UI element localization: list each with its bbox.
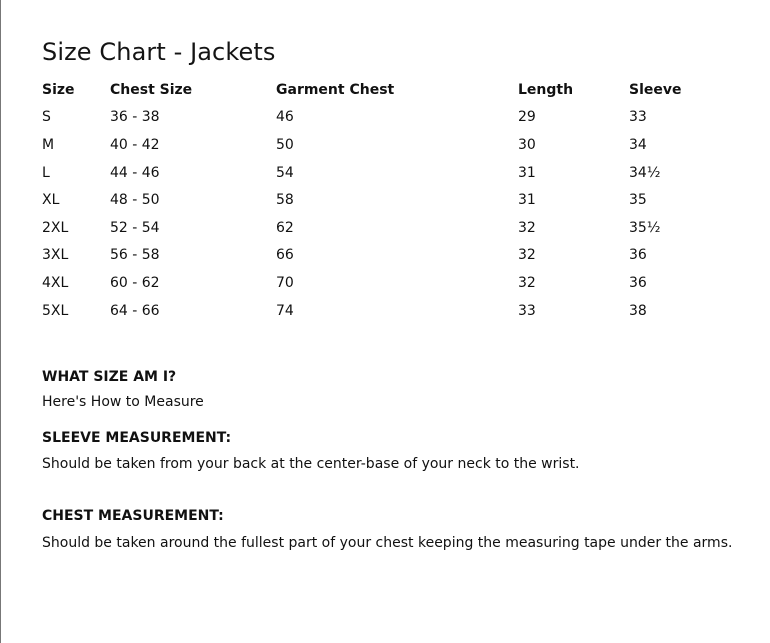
cell-garment-chest: 74 xyxy=(276,302,294,319)
cell-length: 31 xyxy=(518,164,536,181)
cell-length: 31 xyxy=(518,192,536,209)
cell-garment-chest: 50 xyxy=(276,136,294,153)
cell-sleeve: 36 xyxy=(629,274,647,291)
how-to-measure-text: Here's How to Measure xyxy=(42,394,204,410)
cell-garment-chest: 58 xyxy=(276,192,294,209)
table-row xyxy=(42,297,729,325)
cell-size: 4XL xyxy=(42,274,69,291)
chest-measurement-heading: CHEST MEASUREMENT: xyxy=(42,508,224,524)
cell-sleeve: 35 xyxy=(629,192,647,209)
cell-size: M xyxy=(42,136,55,153)
cell-sleeve: 34½ xyxy=(629,164,661,181)
cell-size: L xyxy=(42,164,50,181)
sleeve-measurement-text: Should be taken from your back at the center-base of your neck to the wrist. xyxy=(42,456,580,472)
measurement-guide xyxy=(42,366,732,555)
cell-sleeve: 38 xyxy=(629,302,647,319)
table-row xyxy=(42,131,729,159)
table-row xyxy=(42,104,729,132)
cell-sleeve: 34 xyxy=(629,136,647,153)
cell-size: XL xyxy=(42,192,60,209)
table-row xyxy=(42,269,729,297)
cell-length: 32 xyxy=(518,274,536,291)
cell-length: 30 xyxy=(518,136,536,153)
size-chart-table xyxy=(42,76,729,324)
cell-size: 3XL xyxy=(42,247,69,264)
header-garment-chest: Garment Chest xyxy=(276,81,395,98)
cell-size: S xyxy=(42,109,51,126)
table-row xyxy=(42,186,729,214)
cell-sleeve: 35½ xyxy=(629,219,661,236)
what-size-heading: WHAT SIZE AM I? xyxy=(42,369,177,385)
table-row xyxy=(42,242,729,270)
cell-sleeve: 36 xyxy=(629,247,647,264)
cell-sleeve: 33 xyxy=(629,109,647,126)
header-sleeve: Sleeve xyxy=(629,81,682,98)
cell-length: 33 xyxy=(518,302,536,319)
cell-chest-size: 44 - 46 xyxy=(110,164,160,181)
header-chest-size: Chest Size xyxy=(110,81,193,98)
cell-chest-size: 40 - 42 xyxy=(110,136,160,153)
cell-garment-chest: 66 xyxy=(276,247,294,264)
header-size: Size xyxy=(42,81,75,98)
sleeve-measurement-heading: SLEEVE MEASUREMENT: xyxy=(42,430,232,446)
cell-garment-chest: 62 xyxy=(276,219,294,236)
cell-chest-size: 52 - 54 xyxy=(110,219,160,236)
header-length: Length xyxy=(518,81,574,98)
cell-length: 32 xyxy=(518,247,536,264)
cell-length: 29 xyxy=(518,109,536,126)
table-row xyxy=(42,159,729,187)
table-row xyxy=(42,214,729,242)
cell-chest-size: 56 - 58 xyxy=(110,247,160,264)
cell-chest-size: 48 - 50 xyxy=(110,192,160,209)
cell-chest-size: 60 - 62 xyxy=(110,274,160,291)
table-header-row xyxy=(42,76,729,104)
cell-garment-chest: 54 xyxy=(276,164,294,181)
page-title: Size Chart - Jackets xyxy=(42,38,276,66)
chest-measurement-text: Should be taken around the fullest part of your chest keeping the measuring tape under the arms. xyxy=(42,535,733,551)
cell-size: 2XL xyxy=(42,219,69,236)
cell-garment-chest: 70 xyxy=(276,274,294,291)
cell-garment-chest: 46 xyxy=(276,109,294,126)
cell-chest-size: 36 - 38 xyxy=(110,109,160,126)
cell-chest-size: 64 - 66 xyxy=(110,302,160,319)
cell-length: 32 xyxy=(518,219,536,236)
cell-size: 5XL xyxy=(42,302,69,319)
